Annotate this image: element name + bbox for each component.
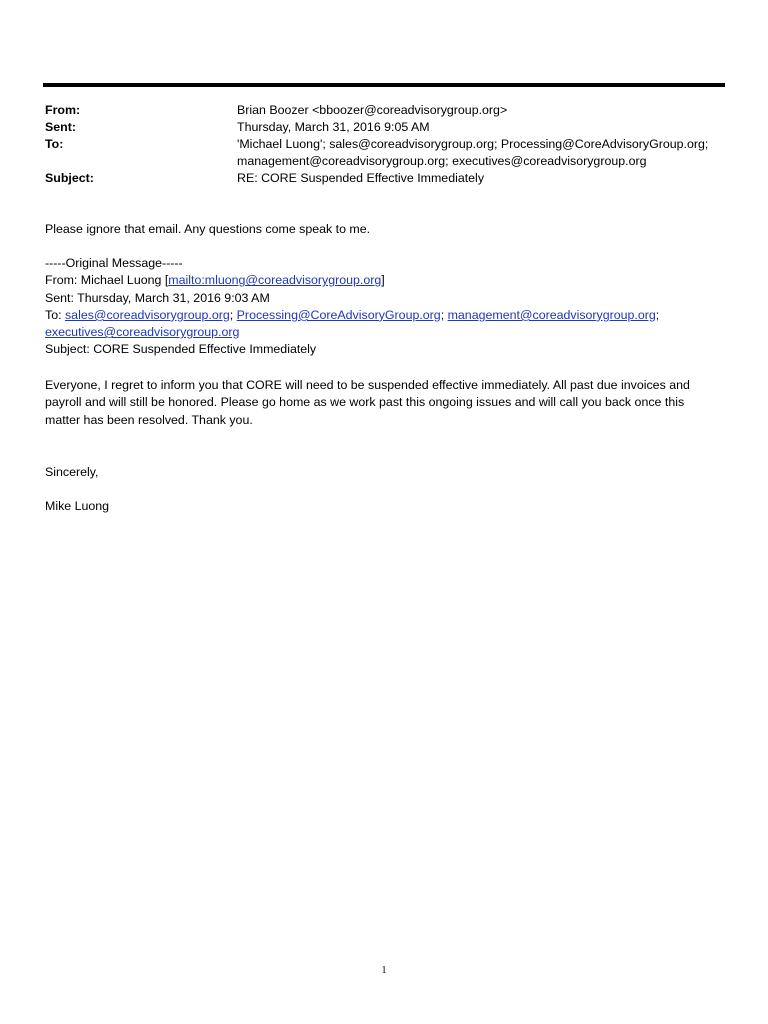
original-subject-line: Subject: CORE Suspended Effective Immediately	[45, 342, 317, 357]
mailto-link[interactable]: mailto:mluong@coreadvisorygroup.org	[168, 273, 382, 288]
original-from-suffix: ]	[381, 273, 385, 288]
original-from-line	[45, 272, 725, 289]
original-body	[45, 377, 725, 429]
original-to-line-2	[45, 324, 725, 341]
sent-row	[45, 119, 725, 136]
management-email-link[interactable]: management@coreadvisorygroup.org	[447, 307, 656, 322]
original-sent-line: Sent: Thursday, March 31, 2016 9:03 AM	[45, 290, 270, 305]
processing-email-link[interactable]: Processing@CoreAdvisoryGroup.org	[236, 307, 441, 322]
to-row	[45, 136, 725, 170]
subject-label: Subject:	[45, 171, 94, 185]
reply-message: Please ignore that email. Any questions come speak to me.	[45, 222, 371, 236]
header-divider	[43, 83, 725, 87]
to-value-line-1: 'Michael Luong'; sales@coreadvisorygroup.org; Processing@CoreAdvisoryGroup.org;	[237, 137, 709, 151]
from-label: From:	[45, 103, 81, 117]
sent-label: Sent:	[45, 120, 76, 134]
subject-value: RE: CORE Suspended Effective Immediately	[237, 171, 485, 185]
page-number: 1	[381, 965, 387, 976]
original-message-block	[45, 255, 725, 359]
email-header	[45, 102, 725, 187]
original-body-line-3: matter has been resolved. Thank you.	[45, 412, 253, 427]
original-to-line	[45, 307, 725, 324]
original-body-line-1: Everyone, I regret to inform you that CORE will need to be suspended effective immediately. All past due invoices and	[45, 378, 690, 392]
from-row	[45, 102, 725, 119]
to-value-line-2: management@coreadvisorygroup.org; executives@coreadvisorygroup.org	[237, 154, 647, 168]
original-message-separator: -----Original Message-----	[45, 256, 183, 270]
sent-value: Thursday, March 31, 2016 9:05 AM	[237, 120, 430, 134]
to-value	[237, 136, 725, 170]
original-body-line-2: payroll and will still be honored. Please go home as we work past this ongoing issues and will call you back once this	[45, 395, 685, 410]
recipient-separator: ;	[440, 307, 448, 322]
subject-row	[45, 170, 725, 187]
sales-email-link[interactable]: sales@coreadvisorygroup.org	[64, 307, 230, 322]
from-value: Brian Boozer <bboozer@coreadvisorygroup.org>	[237, 103, 508, 117]
to-label: To:	[45, 137, 64, 151]
signature: Mike Luong	[45, 499, 110, 513]
recipient-separator: ;	[229, 307, 237, 322]
closing: Sincerely,	[45, 465, 99, 479]
original-from-prefix: From: Michael Luong [	[45, 273, 169, 288]
recipient-end-separator: ;	[655, 307, 660, 322]
original-to-prefix: To:	[45, 307, 65, 322]
executives-email-link[interactable]: executives@coreadvisorygroup.org	[45, 325, 240, 340]
